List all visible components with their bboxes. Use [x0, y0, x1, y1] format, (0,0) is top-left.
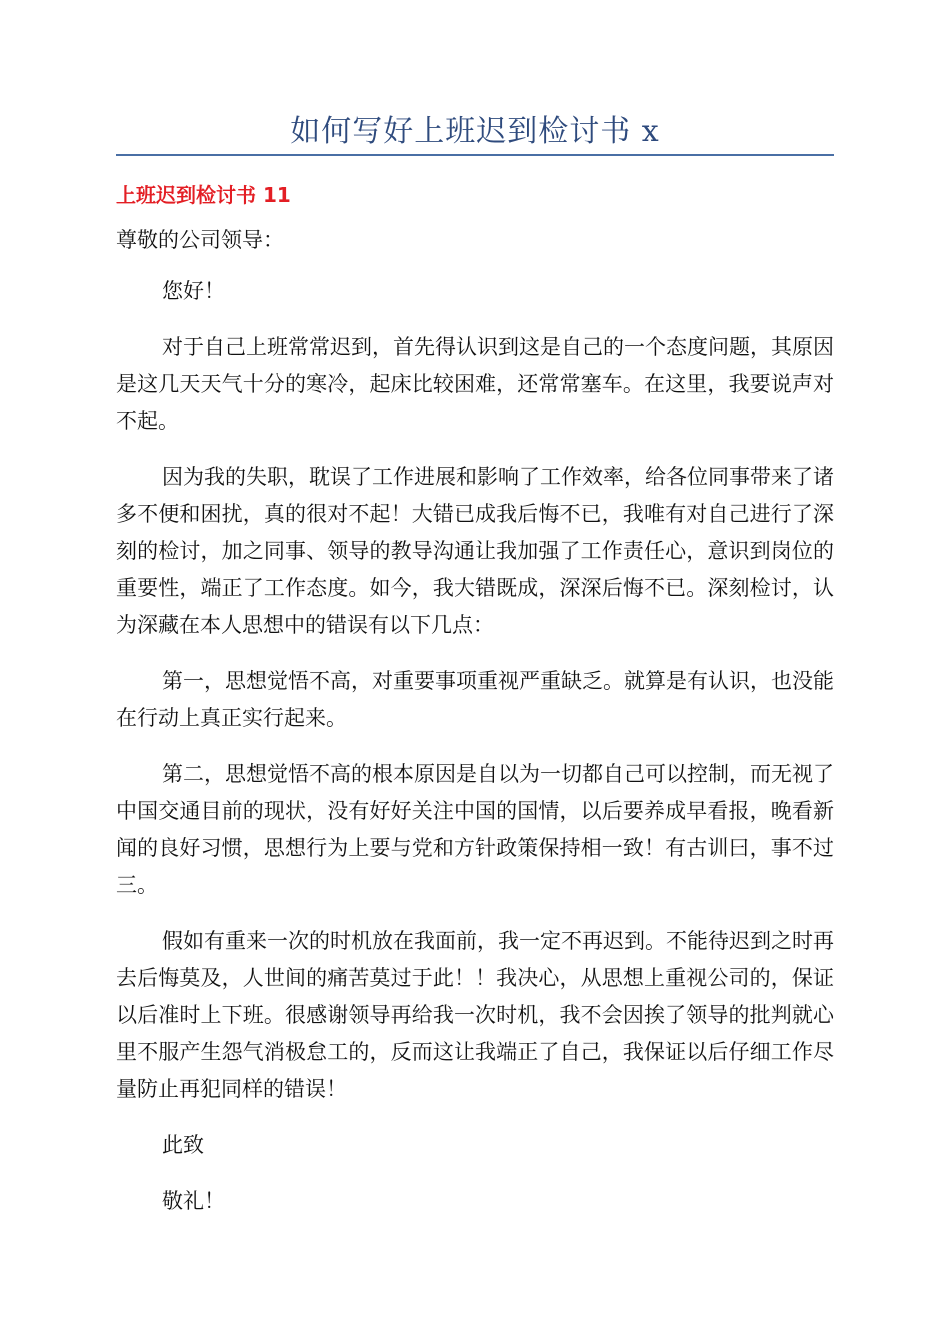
body-paragraph: 假如有重来一次的时机放在我面前，我一定不再迟到。不能待迟到之时再去后悔莫及，人世间的痛苦莫过于此！！我决心，从思想上重视公司的，保证以后准时上下班。很感谢领导再给我一次时机，我不会因挨了领导的批判就心里不服产生怨气消极怠工的，反而这让我端正了自己，我保证以后仔细工作尽量防止再犯同样的错误！: [116, 929, 834, 1101]
title-underline: [116, 154, 834, 156]
closing-salute: 敬礼！: [162, 1189, 225, 1213]
salutation: 尊敬的公司领导：: [116, 228, 284, 252]
letter-body: [116, 222, 834, 1239]
body-paragraph: 第一，思想觉悟不高，对重要事项重视严重缺乏。就算是有认识，也没能在行动上真正实行起来。: [116, 669, 834, 730]
closing-phrase: 此致: [162, 1133, 204, 1157]
document-title: 如何写好上班迟到检讨书 x: [290, 114, 660, 149]
body-paragraph: 对于自己上班常常迟到，首先得认识到这是自己的一个态度问题，其原因是这几天天气十分的寒冷，起床比较困难，还常常塞车。在这里，我要说声对不起。: [116, 335, 834, 433]
section-heading: 上班迟到检讨书 11: [116, 183, 291, 207]
body-paragraph: 第二，思想觉悟不高的根本原因是自以为一切都自己可以控制，而无视了中国交通目前的现状，没有好好关注中国的国情，以后要养成早看报，晚看新闻的良好习惯，思想行为上要与党和方针政策保持相一致！有古训曰，事不过三。: [116, 762, 834, 897]
body-paragraph: 因为我的失职，耽误了工作进展和影响了工作效率，给各位同事带来了诸多不便和困扰，真的很对不起！大错已成我后悔不已，我唯有对自己进行了深刻的检讨，加之同事、领导的教导沟通让我加强了工作责任心，意识到岗位的重要性，端正了工作态度。如今，我大错既成，深深后悔不已。深刻检讨，认为深藏在本人思想中的错误有以下几点：: [116, 465, 834, 637]
greeting-paragraph: 您好！: [162, 279, 225, 303]
